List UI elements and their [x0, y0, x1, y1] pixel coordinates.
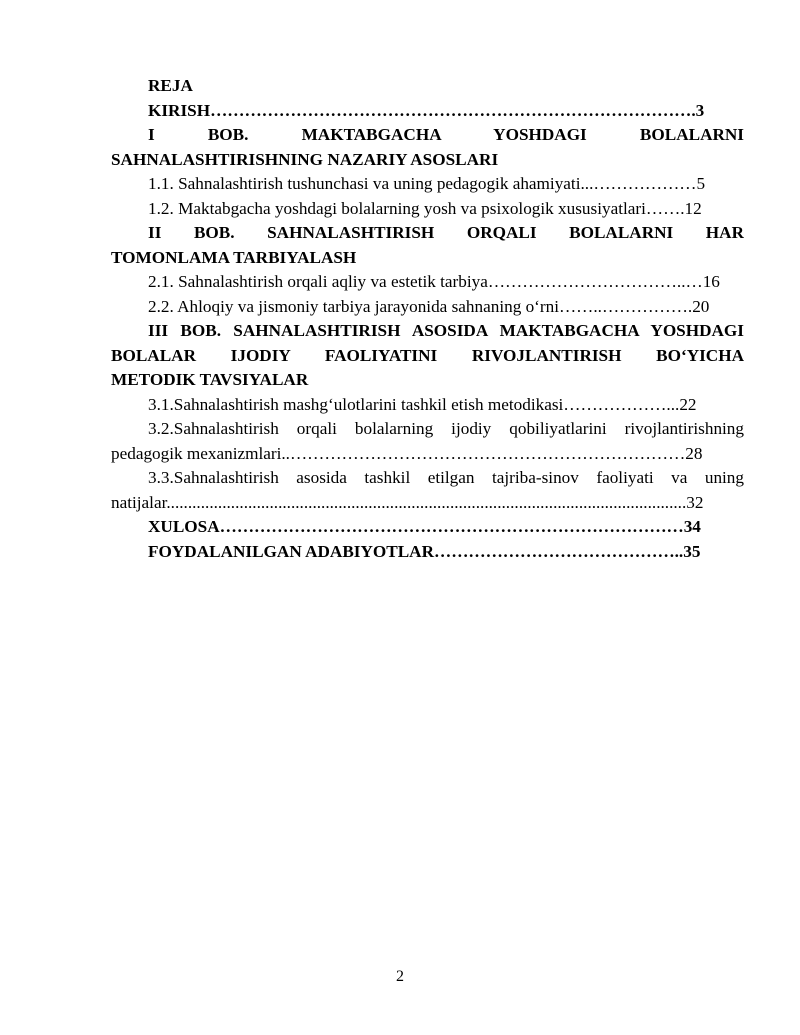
toc-chapter-3-title: III BOB. SAHNALASHTIRISH ASOSIDA MAKTABGACHA YOSHDAGI — [148, 321, 744, 340]
toc-entry-1-2: 1.2. Maktabgacha yoshdagi bolalarning yosh va psixologik xususiyatlari…….12 — [148, 198, 702, 218]
table-of-contents — [111, 74, 744, 564]
toc-chapter-2-title: II BOB. SAHNALASHTIRISH ORQALI BOLALARNI HAR — [148, 223, 744, 242]
toc-entry-3-2-cont: pedagogik mexanizmlari..……………………………………………………………28 — [111, 443, 703, 463]
toc-chapter-1-title: I BOB. MAKTABGACHA YOSHDAGI BOLALARNI — [148, 125, 744, 144]
toc-entry-conclusion: XULOSA………………………………………………………………………34 — [148, 517, 701, 536]
toc-chapter-2-title-cont: TOMONLAMA TARBIYALASH — [111, 247, 357, 267]
toc-entry-references: FOYDALANILGAN ADABIYOTLAR……………………………………..35 — [148, 541, 701, 561]
toc-entry-2-2: 2.2. Ahloqiy va jismoniy tarbiya jarayonida sahnaning oʻrni……..…………….20 — [148, 296, 710, 316]
toc-heading: REJA — [148, 76, 193, 95]
page-number: 2 — [396, 968, 404, 985]
toc-entry-3-3-cont: natijalar.........................................................................................................................32 — [111, 492, 704, 512]
toc-entry-1-1: 1.1. Sahnalashtirish tushunchasi va uning pedagogik ahamiyati...………………5 — [148, 174, 706, 193]
toc-chapter-1-title-cont: SAHNALASHTIRISHNING NAZARIY ASOSLARI — [111, 149, 499, 169]
toc-chapter-3-title-end: METODIK TAVSIYALAR — [111, 370, 309, 389]
toc-entry-introduction: KIRISH………………………………………………………………………….3 — [148, 100, 705, 120]
toc-entry-3-2: 3.2.Sahnalashtirish orqali bolalarning ijodiy qobiliyatlarini rivojlantirishning — [148, 419, 744, 438]
toc-chapter-3-title-cont: BOLALAR IJODIY FAOLIYATINI RIVOJLANTIRISH BOʻYICHA — [111, 345, 744, 365]
toc-entry-3-3: 3.3.Sahnalashtirish asosida tashkil etilgan tajriba-sinov faoliyati va uning — [148, 468, 744, 487]
toc-entry-2-1: 2.1. Sahnalashtirish orqali aqliy va estetik tarbiya……………………………..…16 — [148, 272, 720, 291]
toc-entry-3-1: 3.1.Sahnalashtirish mashgʻulotlarini tashkil etish metodikasi………………...22 — [148, 394, 697, 414]
